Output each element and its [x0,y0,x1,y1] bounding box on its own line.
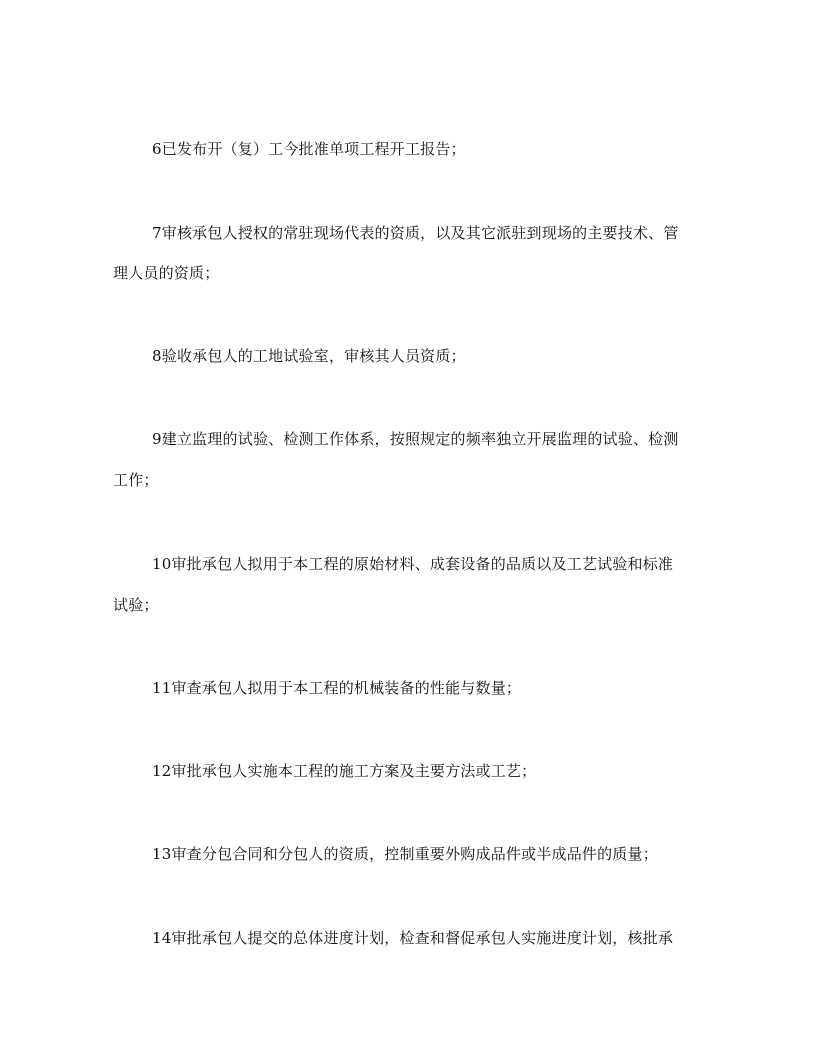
paragraph-item-13-line-1: 13审查分包合同和分包人的资质，控制重要外购成品件或半成品件的质量； [152,845,658,863]
paragraph-item-12-line-1: 12审批承包人实施本工程的施工方案及主要方法或工艺； [152,762,537,780]
paragraph-item-7-line-2: 理人员的资质； [113,264,220,282]
paragraph-item-9-line-1: 9建立监理的试验、检测工作体系，按照规定的频率独立开展监理的试验、检测 [152,430,679,448]
paragraph-item-7-line-1: 7审核承包人授权的常驻现场代表的资质，以及其它派驻到现场的主要技术、管 [152,224,679,242]
paragraph-item-14-line-1: 14审批承包人提交的总体进度计划，检查和督促承包人实施进度计划，核批承 [152,929,674,947]
paragraph-item-10-line-2: 试验； [113,596,159,614]
paragraph-item-6-line-1: 6已发布开（复）工今批准单项工程开工报告； [152,140,466,158]
paragraph-item-8-line-1: 8验收承包人的工地试验室，审核其人员资质； [152,347,466,365]
paragraph-item-10-line-1: 10审批承包人拟用于本工程的原始材料、成套设备的品质以及工艺试验和标准 [152,555,674,573]
paragraph-item-11-line-1: 11审查承包人拟用于本工程的机械装备的性能与数量； [152,679,522,697]
paragraph-item-9-line-2: 工作； [113,471,159,489]
